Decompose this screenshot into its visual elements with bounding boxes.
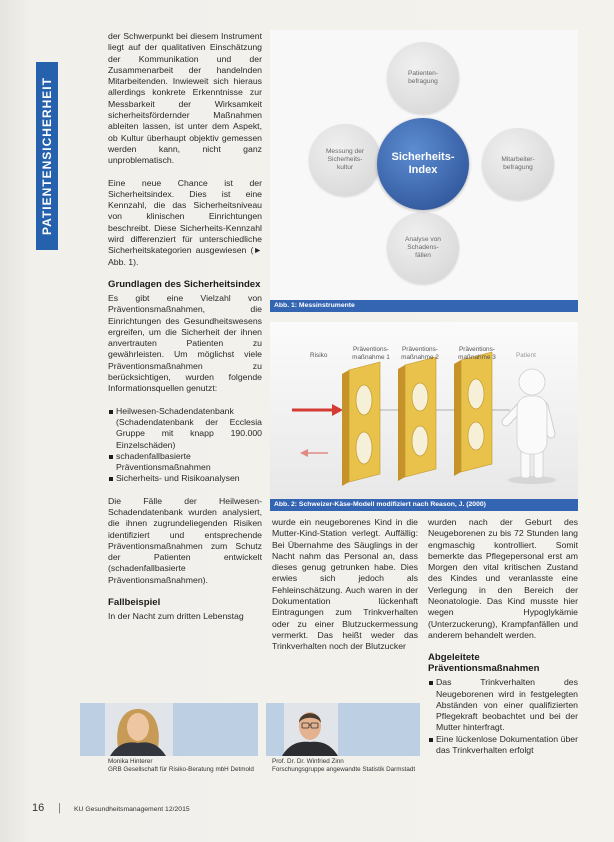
author-caption-2 xyxy=(272,758,418,774)
label-prevention-2: Präventions- maßnahme 2 xyxy=(401,346,439,361)
cheese-slice-1 xyxy=(342,362,380,486)
author-affiliation: Forschungsgruppe angewandte Statistik Darmstadt xyxy=(272,765,416,773)
label-prevention-1: Präventions- maßnahme 1 xyxy=(352,346,390,361)
portrait-man xyxy=(266,703,420,756)
text-column-middle xyxy=(272,517,418,697)
bullet-list xyxy=(108,406,262,485)
list-item: Heilwesen-Schadendatenbank (Schadendatenbank der Ecclesia Gruppe mit knapp 190.000 Einzelschäden) xyxy=(116,405,262,450)
paragraph: Die Fälle der Heilwesen-Schadendatenbank wurden analysiert, die ihnen zugrundeliegenden Risiken identifiziert und entsprechende Präventionsmaßnahmen zum Schutz der Patienten entwickelt (schadenfallbasierte Präventionsmaßnahmen). xyxy=(108,495,262,585)
patient-figure xyxy=(506,369,556,484)
diagram-node-left: Messung der Sicherheits- kultur xyxy=(309,124,381,196)
paragraph: wurden nach der Geburt des Neugeborenen zu bis 72 Stunden lang engmaschig kontrolliert. Somit bemerkte das Pflegepersonal erst am Morgen den vital kritischen Zustand des Kindes und veranlasste eine Verlegung in den Bereich der Neonatologie. Das Kind musste hier wegen Hypoglykämie (Unterzuckerung), Krampfanfällen und anderem behandelt werden. xyxy=(428,517,578,640)
paragraph: wurde ein neugeborenes Kind in die Mutter-Kind-Station verlegt. Auffällig: Bei Übernahme des Säuglings in der Nacht nahm das Personal an, dass dieses genug getrunken habe. Dies erwies sich jedoch als Fehleinschätzung. Auch waren in der Dokumentation lückenhaft Eintragungen zum Trinkverhalten oder zu einer Blutzuckermessung vermerkt. Das heißt weder das Trinkverhalten noch der Blutzucker xyxy=(272,517,418,652)
author-affiliation: GRB Gesellschaft für Risiko-Beratung mbH Detmold xyxy=(108,765,254,773)
figure-2-caption: Abb. 2: Schweizer-Käse-Modell modifiziert nach Reason, J. (2000) xyxy=(270,499,578,511)
diagram-node-top: Patienten- befragung xyxy=(387,42,459,114)
figure-1-caption: Abb. 1: Messinstrumente xyxy=(270,300,578,312)
deflected-arrow-icon xyxy=(300,449,328,457)
text-column-right xyxy=(428,517,578,802)
section-heading: Abgeleitete Präventionsmaßnahmen xyxy=(428,652,540,675)
portrait-face xyxy=(127,713,149,741)
paragraph: der Schwerpunkt bei diesem Instrument liegt auf der qualitativen Einschätzung der Kommunikation und der Zusammenarbeit der handelnden Mitarbeitenden. Inwieweit sich hieraus allerdings konkrete Erkenntnisse zur Messbarkeit der Wirksamkeit sicherheitsfördernder Maßnahmen ableiten lassen, ist unter dem Aspekt, ob Kultur überhaupt objektiv gemessen werden kann, nicht ganz unproblematisch. xyxy=(108,31,262,166)
paragraph: Eine neue Chance ist der Sicherheitsindex. Dies ist eine Kennzahl, die das Sicherheitsniveau von klinischen Einrichtungen beschreibt. Diese Sicherheits-Kennzahl wird differenziert für unterschiedliche Sicherheitskategorien ausgewiesen (► Abb. 1). xyxy=(108,177,262,267)
portrait-woman xyxy=(80,703,258,756)
author-caption-1 xyxy=(108,758,258,774)
figure-1-diagram xyxy=(270,30,578,300)
footer-separator: | xyxy=(58,802,61,814)
text-column-left xyxy=(108,31,262,651)
label-prevention-3: Präventions- maßnahme 3 xyxy=(458,346,496,361)
list-item: Sicherheits- und Risikoanalysen xyxy=(116,473,262,484)
section-tab xyxy=(36,62,58,250)
cheese-slice-3 xyxy=(454,352,492,476)
bullet-list xyxy=(428,677,578,756)
risk-arrow-icon xyxy=(292,404,343,416)
paragraph: In der Nacht zum dritten Lebenstag xyxy=(108,611,244,622)
section-heading: Fallbeispiel xyxy=(108,597,161,609)
label-patient: Patient xyxy=(516,352,536,359)
section-heading: Grundlagen des Sicherheitsindex xyxy=(108,278,261,290)
diagram-node-bottom: Analyse von Schadens- fällen xyxy=(387,212,459,284)
list-item: Eine lückenlose Dokumentation über das Trinkverhalten erfolgt xyxy=(436,733,578,756)
list-item: schadenfallbasierte Präventionsmaßnahmen xyxy=(116,451,262,474)
diagram-center-node: Sicherheits- Index xyxy=(377,118,469,210)
section-tab-label: PATIENTENSICHERHEIT xyxy=(40,77,54,235)
label-risk: Risiko xyxy=(310,352,328,359)
cheese-slice-2 xyxy=(398,357,436,481)
author-name: Monika Hinterer xyxy=(108,758,153,765)
author-photo-2 xyxy=(266,703,420,756)
page-number: 16 xyxy=(32,802,45,814)
paragraph: Es gibt eine Vielzahl von Präventionsmaßnahmen, die Einrichtungen des Gesundheitswesens ergreifen, um die Sicherheit der ihnen anvertrauten Patienten zu gewährleisten. Um möglichst viele Präventionsmaßnahmen zu berücksichtigen, wurden folgende Informationsquellen genutzt: xyxy=(108,292,262,394)
author-photo-1 xyxy=(80,703,258,756)
diagram-node-right: Mitarbeiter- befragung xyxy=(482,128,554,200)
journal-title: KU Gesundheitsmanagement 12/2015 xyxy=(74,806,190,813)
list-item: Das Trinkverhalten des Neugeborenen wird in festgelegten Abständen von einer qualifizierten Pflegekraft beobachtet und bei der Mutter hinterfragt. xyxy=(436,677,578,733)
figure-2-illustration xyxy=(270,322,578,499)
author-name: Prof. Dr. Dr. Winfried Zinn xyxy=(272,758,344,765)
